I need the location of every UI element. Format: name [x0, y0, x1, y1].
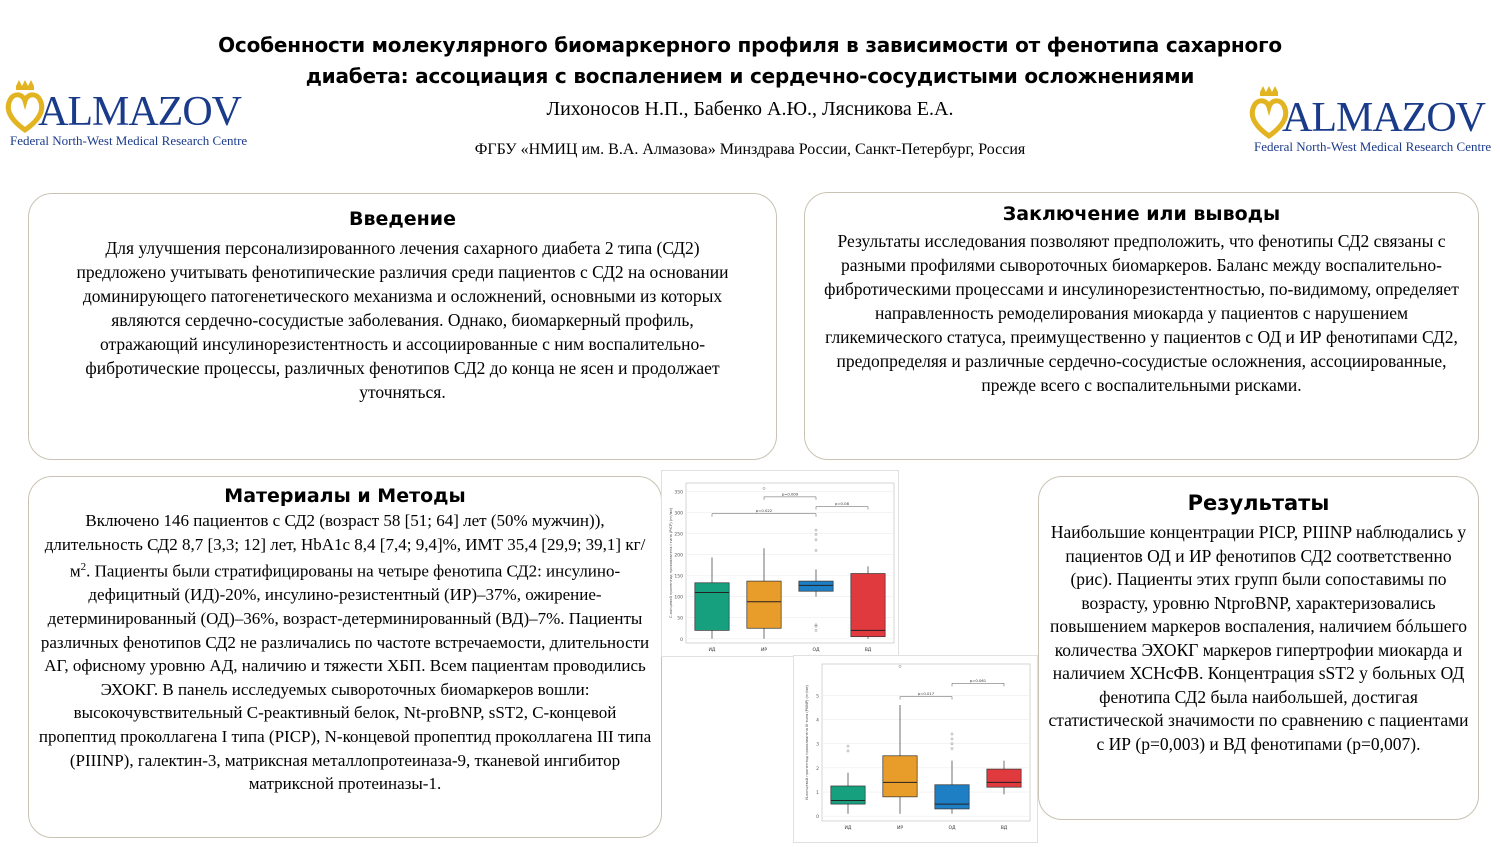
intro-text: Для улучшения персонализированного лечения сахарного диабета 2 типа (СД2) предложено учитывать фенотипические различия среди пациентов с СД2 на основании доминирующего патогенетического механизма и осложнений, основными из которых являются сердечно-сосудистые заболевания. Однако, биомаркерный профиль, отражающий инсулинорезистентность и ассоциированные с ним воспалительно-фибротические процессы, различных фенотипов СД2 до конца не ясен и продолжает уточняться. — [76, 238, 729, 402]
box-ИД — [695, 583, 729, 631]
x-tick-label: ОД — [948, 826, 956, 831]
box-ИР — [747, 581, 781, 628]
methods-text-part1: Включено 146 пациентов с СД2 (возраст 58 [51; 64] лет (50% мужчин)), длительность СД2 8,7 [3,3; 12] лет, HbA1c 8,4 [7,4; 9,4]%, ИМТ 35,4 [29,9; 39,1] кг/м — [44, 511, 646, 581]
affiliation: ФГБУ «НМИЦ им. В.А. Алмазова» Минздрава России, Санкт-Петербург, Россия — [474, 141, 1026, 158]
authors: Лихоносов Н.П., Бабенко А.Ю., Лясникова Е.А. — [546, 98, 954, 120]
results-section — [1038, 476, 1479, 820]
conclusion-heading: Заключение или выводы — [1002, 203, 1281, 225]
p-value-label: p=0.017 — [917, 691, 935, 697]
p-value-label: p=0.009 — [781, 491, 799, 497]
intro-section — [28, 193, 777, 460]
p-value-label: p=0.022 — [755, 508, 773, 514]
x-tick-label: ВД — [1000, 826, 1008, 831]
piiinp-boxplot — [793, 655, 1038, 843]
methods-text-part2: . Пациенты были стратифицированы на четыре фенотипа СД2: инсулино-дефицитный (ИД)-20%, инсулино-резистентный (ИР)–37%, ожирение-детерминированный (ОД)–36%, возраст-детерминированный (ВД)–7%. Пациенты различных фенотипов СД2 не различались по частоте встречаемости, длительности АГ, офисному уровню АД, наличию и тяжести ХБП. Всем пациентам проводились ЭХОКГ. В панель исследуемых сывороточных биомаркеров вошли: высокочувствительный С-реактивный белок, Nt-proBNP, sST2, С-концевой пропептид проколлагена I типа (PICP), N-концевой пропептид проколлагена III типа (PIIINP), галектин-3, матриксная металлопротеиназа-9, тканевой ингибитор матриксной протеиназы-1. — [38, 561, 652, 794]
piiinp-boxplot-svg — [794, 656, 1037, 842]
x-tick-label: ИД — [844, 826, 852, 831]
y-tick-label: 0 — [816, 815, 819, 821]
intro-heading: Введение — [349, 208, 456, 230]
logo-wordmark: ALMAZOV — [38, 89, 241, 135]
superscript-2: 2 — [80, 561, 87, 574]
box-ИД — [831, 786, 865, 804]
almazov-logo-right — [1248, 82, 1498, 162]
logo-subtitle: Federal North-West Medical Research Centre — [10, 133, 248, 148]
picp-boxplot-svg — [662, 471, 898, 656]
y-tick-label: 1 — [816, 791, 819, 797]
logo-subtitle: Federal North-West Medical Research Centre — [1254, 139, 1492, 154]
y-tick-label: 3 — [816, 742, 819, 748]
conclusion-text: Результаты исследования позволяют предположить, что фенотипы СД2 связаны с разными профилями сывороточных биомаркеров. Баланс между воспалительно-фибротическими процессами и инсулинорезистентностью, по-видимому, определяет направленность ремоделирования миокарда у пациентов с нарушением гликемического статуса, преимущественно у пациентов с ОД и ИР фенотипами СД2, предопределяя и различные сердечно-сосудистые осложнения, ассоциированные, прежде всего с воспалительными рисками. — [824, 231, 1459, 395]
y-tick-label: 0 — [680, 637, 683, 643]
methods-heading: Материалы и Методы — [224, 485, 466, 507]
box-ОД — [799, 581, 833, 591]
conclusion-section — [804, 192, 1479, 460]
picp-boxplot — [661, 470, 899, 657]
box-ИР — [883, 756, 917, 797]
box-ВД — [987, 769, 1021, 787]
y-tick-label: 4 — [816, 718, 819, 724]
y-tick-label: 100 — [674, 595, 683, 601]
y-axis-label: С-концевой пропептид проколлагена I типа (PICP) (нг/мл) — [669, 508, 673, 618]
logo-wordmark: ALMAZOV — [1282, 95, 1485, 141]
methods-section — [28, 476, 662, 838]
title-line-1: Особенности молекулярного биомаркерного профиля в зависимости от фенотипа сахарного — [218, 33, 1282, 57]
y-tick-label: 50 — [677, 616, 683, 622]
almazov-logo-left — [4, 76, 254, 156]
y-tick-label: 5 — [816, 694, 819, 700]
results-text: Наибольшие концентрации PICP, PIIINP наблюдались у пациентов ОД и ИР фенотипов СД2 соответственно (рис). Пациенты этих групп были сопоставимы по возрасту, уровню NtproBNP, характеризовались повышением маркеров воспаления, наличием бóльшего количества ЭХОКГ маркеров гипертрофии миокарда и наличием ХСНсФВ. Концентрация sST2 у больных ОД фенотипа СД2 была наибольшей, достигая статистической значимости по сравнению с пациентами с ИР (p=0,003) и ВД фенотипами (p=0,007). — [1048, 522, 1469, 754]
y-tick-label: 150 — [674, 574, 683, 580]
y-tick-label: 200 — [674, 553, 683, 559]
x-tick-label: ИД — [708, 648, 716, 653]
x-tick-label: ВД — [864, 648, 872, 653]
x-tick-label: ИР — [896, 826, 904, 831]
box-ОД — [935, 785, 969, 809]
methods-text — [29, 507, 661, 796]
y-tick-label: 2 — [816, 766, 819, 772]
y-tick-label: 250 — [674, 532, 683, 538]
x-tick-label: ОД — [812, 648, 820, 653]
results-heading: Результаты — [1187, 491, 1330, 515]
y-axis-label: N-концевой пропептид проколлагена III типа (PIIINP) (нг/мл) — [805, 685, 809, 800]
p-value-label: p=0.08 — [834, 501, 850, 507]
poster-title — [180, 30, 1320, 92]
y-tick-label: 350 — [674, 490, 683, 496]
x-tick-label: ИР — [760, 648, 768, 653]
title-line-2: диабета: ассоциация с воспалением и сердечно-сосудистыми осложнениями — [305, 64, 1195, 88]
y-tick-label: 300 — [674, 511, 683, 517]
p-value-label: p=0.061 — [969, 677, 987, 683]
box-ВД — [851, 574, 885, 637]
